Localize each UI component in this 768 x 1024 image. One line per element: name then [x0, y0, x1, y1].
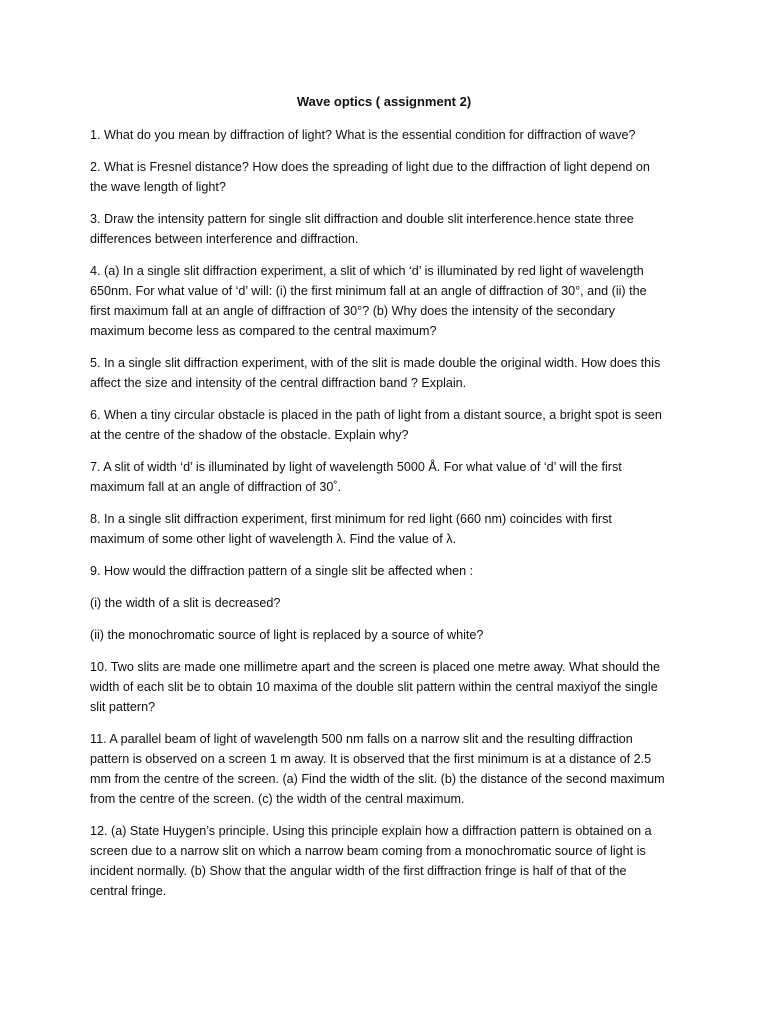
question-text-line: 11. A parallel beam of light of wavelength 500 nm falls on a narrow slit and the resulting diffraction [90, 732, 633, 746]
question-text-line: 1. What do you mean by diffraction of light? What is the essential condition for diffraction of wave? [90, 128, 636, 142]
question-text-line: 3. Draw the intensity pattern for single slit diffraction and double slit interference.hence state three [90, 212, 634, 226]
question-text-line: from the centre of the screen. (c) the width of the central maximum. [90, 792, 465, 806]
question-item [90, 353, 682, 393]
question-item [90, 457, 682, 497]
question-list [90, 125, 682, 913]
question-item [90, 593, 682, 613]
question-text-line: mm from the centre of the screen. (a) Find the width of the slit. (b) the distance of the second maximum [90, 772, 665, 786]
question-text-line: incident normally. (b) Show that the angular width of the first diffraction fringe is half of that of the [90, 864, 627, 878]
question-item [90, 261, 682, 341]
question-text-line: affect the size and intensity of the central diffraction band ? Explain. [90, 376, 467, 390]
question-text-line: 4. (a) In a single slit diffraction experiment, a slit of which ‘d’ is illuminated by red light of wavelength [90, 264, 644, 278]
question-item [90, 157, 682, 197]
question-text-line: 6. When a tiny circular obstacle is placed in the path of light from a distant source, a bright spot is seen [90, 408, 662, 422]
question-item [90, 625, 682, 645]
question-text-line: at the centre of the shadow of the obstacle. Explain why? [90, 428, 409, 442]
question-item [90, 405, 682, 445]
document-title: Wave optics ( assignment 2) [296, 94, 472, 109]
question-item [90, 729, 682, 809]
question-text-line: 650nm. For what value of ‘d’ will: (i) the first minimum fall at an angle of diffraction of 30°, and (ii) the [90, 284, 647, 298]
question-item [90, 657, 682, 717]
question-item [90, 561, 682, 581]
question-text-line: 5. In a single slit diffraction experiment, with of the slit is made double the original width. How does this [90, 356, 661, 370]
question-text-line: 2. What is Fresnel distance? How does the spreading of light due to the diffraction of light depend on [90, 160, 650, 174]
question-item [90, 509, 682, 549]
question-text-line: the wave length of light? [90, 180, 226, 194]
question-text-line: 10. Two slits are made one millimetre apart and the screen is placed one metre away. What should the [90, 660, 661, 674]
question-text-line: 12. (a) State Huygen’s principle. Using this principle explain how a diffraction pattern is obtained on a [90, 824, 652, 838]
question-text-line: 7. A slit of width ‘d’ is illuminated by light of wavelength 5000 Å. For what value of ‘d’ will the first [90, 460, 622, 474]
question-text-line: 9. How would the diffraction pattern of a single slit be affected when : [90, 564, 474, 578]
question-text-line: width of each slit be to obtain 10 maxima of the double slit pattern within the central maxiyof the single [90, 680, 658, 694]
question-item [90, 125, 682, 145]
question-text-line: maximum of some other light of wavelength λ. Find the value of λ. [90, 532, 457, 546]
question-text-line: pattern is observed on a screen 1 m away. It is observed that the first minimum is at a distance of 2.5 [90, 752, 652, 766]
question-text-line: maximum fall at an angle of diffraction of 30˚. [90, 480, 342, 494]
question-item [90, 821, 682, 901]
question-text-line: central fringe. [90, 884, 167, 898]
question-text-line: screen due to a narrow slit on which a narrow beam coming from a monochromatic source of light is [90, 844, 646, 858]
question-text-line: (ii) the monochromatic source of light is replaced by a source of white? [90, 628, 484, 642]
question-text-line: 8. In a single slit diffraction experiment, first minimum for red light (660 nm) coincides with first [90, 512, 612, 526]
question-item [90, 209, 682, 249]
question-text-line: maximum become less as compared to the central maximum? [90, 324, 437, 338]
question-text-line: (i) the width of a slit is decreased? [90, 596, 281, 610]
question-text-line: first maximum fall at an angle of diffraction of 30°? (b) Why does the intensity of the secondary [90, 304, 615, 318]
question-text-line: slit pattern? [90, 700, 156, 714]
question-text-line: differences between interference and diffraction. [90, 232, 359, 246]
